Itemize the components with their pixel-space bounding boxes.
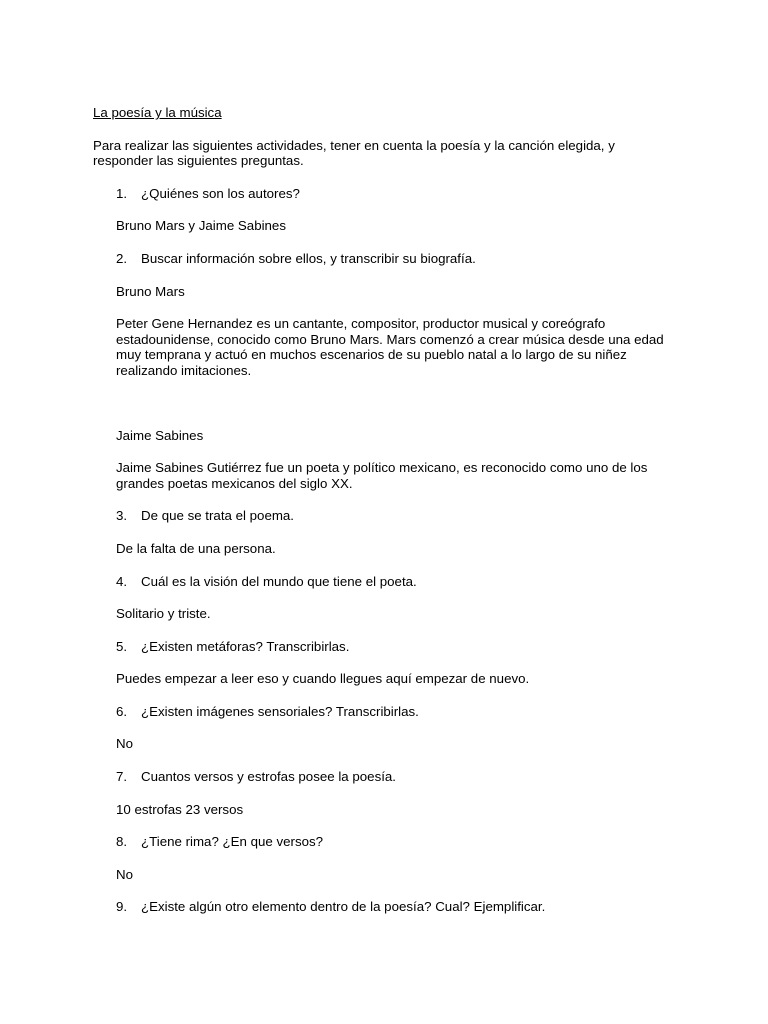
question-text: Buscar información sobre ellos, y transcribir su biografía. (141, 250, 476, 266)
question-9 (116, 899, 673, 915)
answer-5: Puedes empezar a leer eso y cuando llegues aquí empezar de nuevo. (116, 671, 530, 687)
question-text: ¿Tiene rima? ¿En que versos? (141, 834, 324, 850)
question-4 (116, 574, 673, 590)
bio-text-bruno-mars: Peter Gene Hernandez es un cantante, compositor, productor musical y coreógrafo estadounidense, conocido como Bruno Mars. Mars comenzó a crear música desde una edad muy temprana y actuó en muchos escenarios de su pueblo natal a lo largo de su niñez realizando imitaciones. (116, 316, 664, 378)
question-number: 5. (116, 638, 128, 654)
question-text: ¿Existen imágenes sensoriales? Transcribirlas. (141, 703, 419, 719)
question-number: 1. (116, 185, 128, 201)
bio-text-jaime-sabines: Jaime Sabines Gutiérrez fue un poeta y político mexicano, es reconocido como uno de los grandes poetas mexicanos del siglo XX. (116, 460, 648, 491)
question-number: 9. (116, 899, 128, 915)
intro-paragraph: Para realizar las siguientes actividades, tener en cuenta la poesía y la canción elegida, y responder las siguientes preguntas. (93, 137, 615, 169)
question-text: De que se trata el poema. (141, 508, 295, 524)
question-5 (116, 639, 673, 655)
question-8 (116, 834, 673, 850)
question-text: ¿Existe algún otro elemento dentro de la poesía? Cual? Ejemplificar. (141, 899, 546, 915)
bio-name-jaime-sabines: Jaime Sabines (116, 427, 204, 443)
blank-space (116, 396, 673, 428)
question-3 (116, 508, 673, 524)
question-text: ¿Existen metáforas? Transcribirlas. (141, 638, 350, 654)
question-text: ¿Quiénes son los autores? (141, 185, 300, 201)
question-2 (116, 251, 673, 267)
question-number: 2. (116, 250, 128, 266)
answer-1: Bruno Mars y Jaime Sabines (116, 218, 286, 234)
document-page (93, 105, 673, 932)
bio-name-bruno-mars: Bruno Mars (116, 283, 185, 299)
question-number: 3. (116, 508, 128, 524)
answer-4: Solitario y triste. (116, 606, 211, 622)
answer-7: 10 estrofas 23 versos (116, 801, 244, 817)
document-title: La poesía y la música (93, 105, 222, 120)
question-number: 7. (116, 769, 128, 785)
answer-8: No (116, 866, 133, 882)
question-text: Cuantos versos y estrofas posee la poesía. (141, 769, 396, 785)
question-number: 6. (116, 703, 128, 719)
question-7 (116, 769, 673, 785)
answer-3: De la falta de una persona. (116, 540, 276, 556)
questions-section (93, 186, 673, 915)
question-number: 4. (116, 573, 128, 589)
question-6 (116, 704, 673, 720)
question-text: Cuál es la visión del mundo que tiene el poeta. (141, 573, 417, 589)
question-1 (116, 186, 673, 202)
question-number: 8. (116, 834, 128, 850)
answer-6: No (116, 736, 133, 752)
